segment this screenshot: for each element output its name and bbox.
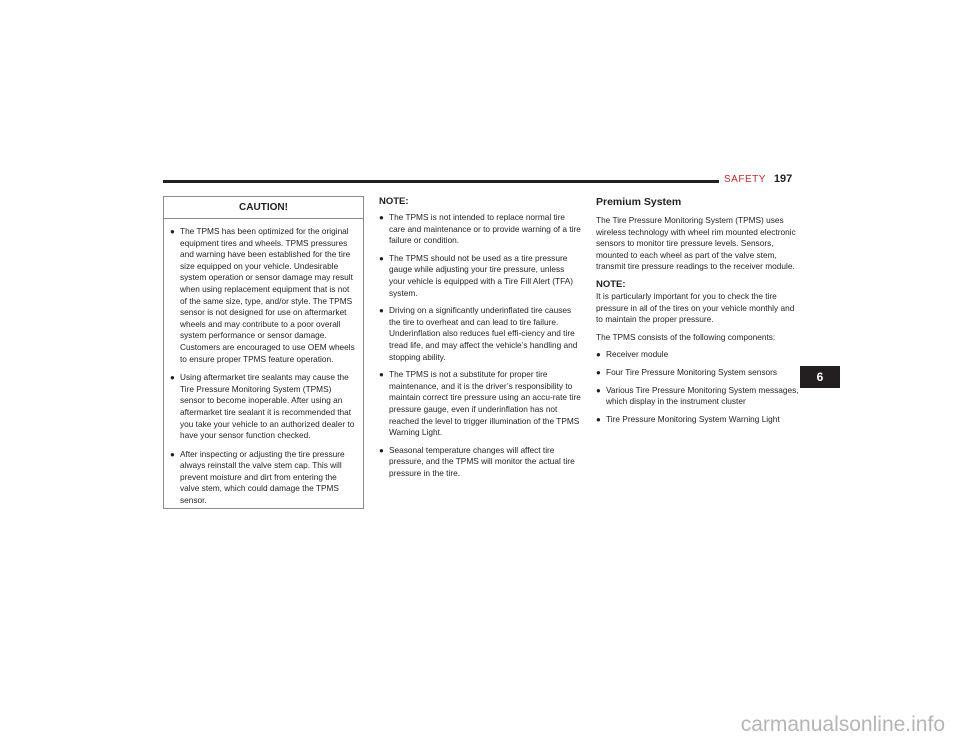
bullet-icon: ● (170, 373, 175, 383)
component-item-text: Tire Pressure Monitoring System Warning Light (606, 413, 780, 424)
bullet-icon: ● (170, 227, 175, 236)
premium-system-column (596, 196, 801, 431)
note-item-text: Seasonal temperature changes will affect tire pressure, and the TPMS will monitor the actual tire pressure in the tire. (389, 444, 575, 478)
note-item (379, 212, 581, 247)
page-number: 197 (773, 173, 793, 185)
section-name: SAFETY (724, 174, 766, 185)
component-item-text: Various Tire Pressure Monitoring System messages, which display in the instrument cluster (606, 384, 799, 407)
note-label: NOTE: (596, 278, 626, 290)
bullet-icon: ● (379, 213, 384, 222)
note-item-text: The TPMS is not a substitute for proper tire maintenance, and it is the driver’s responsibility to maintain correct tire pressure using an accu-rate tire pressure gauge, even if underinflation has not reached the level to trigger illumination of the TPMS Warning Light. (389, 369, 581, 438)
note-column (379, 196, 581, 485)
note-item (379, 445, 581, 480)
note-item (379, 369, 581, 439)
watermark: carmanualsonline.info (740, 713, 945, 736)
bullet-icon: ● (596, 414, 601, 424)
note-list (379, 212, 581, 479)
premium-note-text: It is particularly important for you to check the tire pressure in all of the tires on your vehicle monthly and to maintain the proper pressure. (596, 290, 795, 325)
note-item-text: The TPMS should not be used as a tire pressure gauge while adjusting your tire pressure, unless your vehicle is equipped with a Tire Fill Alert (TFA) system. (389, 252, 573, 298)
components-list (596, 349, 801, 425)
component-item (596, 414, 801, 426)
caution-item (170, 449, 357, 507)
component-item-text: Four Tire Pressure Monitoring System sensors (606, 366, 778, 377)
note-item-text: The TPMS is not intended to replace normal tire care and maintenance or to provide warning of a tire failure or condition. (389, 212, 581, 246)
caution-item (170, 372, 357, 442)
caution-list (164, 219, 363, 507)
note-item (379, 305, 581, 363)
note-item (379, 253, 581, 299)
bullet-icon: ● (379, 370, 384, 380)
component-item (596, 349, 801, 361)
caution-item-text: The TPMS has been optimized for the original equipment tires and wheels. TPMS pressures and warning have been established for the tire size equipped on your vehicle. Undesirable system operation or sensor damage may result when using replacement equipment that is not of the same size, type, and/or style. The TPMS sensor is not designed for use on aftermarket wheels and may contribute to a poor overall system performance or sensor damage. Customers are encouraged to use OEM wheels to ensure proper TPMS feature operation. (180, 226, 355, 364)
premium-intro: The Tire Pressure Monitoring System (TPMS) uses wireless technology with wheel rim mounted electronic sensors to monitor tire pressure levels. Sensors, mounted to each wheel as part of the valve stem, transmit tire pressure readings to the receiver module. (596, 215, 796, 272)
component-item-text: Receiver module (606, 349, 669, 360)
component-item (596, 367, 801, 379)
caution-title: CAUTION! (164, 197, 363, 219)
bullet-icon: ● (596, 385, 601, 395)
components-intro: The TPMS consists of the following components: (596, 331, 776, 342)
bullet-icon: ● (596, 350, 601, 360)
note-label: NOTE: (379, 196, 409, 207)
page-header (724, 172, 804, 186)
bullet-icon: ● (170, 449, 175, 459)
bullet-icon: ● (379, 306, 384, 316)
section-title: Premium System (596, 196, 682, 208)
header-rule (163, 180, 719, 183)
bullet-icon: ● (379, 253, 384, 263)
caution-box (163, 196, 364, 509)
note-item-text: Driving on a significantly underinflated tire causes the tire to overheat and can lead to tire failure. Underinflation also reduces fuel effi-ciency and tire tread life, and may affect the vehicle’s handling and stopping ability. (389, 305, 578, 362)
bullet-icon: ● (379, 445, 384, 455)
caution-item-text: Using aftermarket tire sealants may cause the Tire Pressure Monitoring System (TPMS) sensor to become inoperable. After using an aftermarket tire sealant it is recommended that you take your vehicle to an authorized dealer to have your sensor function checked. (180, 372, 355, 441)
bullet-icon: ● (596, 367, 601, 377)
chapter-tab: 6 (800, 366, 840, 388)
component-item (596, 385, 801, 408)
caution-item-text: After inspecting or adjusting the tire pressure always reinstall the valve stem cap. This will prevent moisture and dirt from entering the valve stem, which could damage the TPMS sensor. (180, 448, 345, 506)
caution-item (170, 226, 357, 365)
